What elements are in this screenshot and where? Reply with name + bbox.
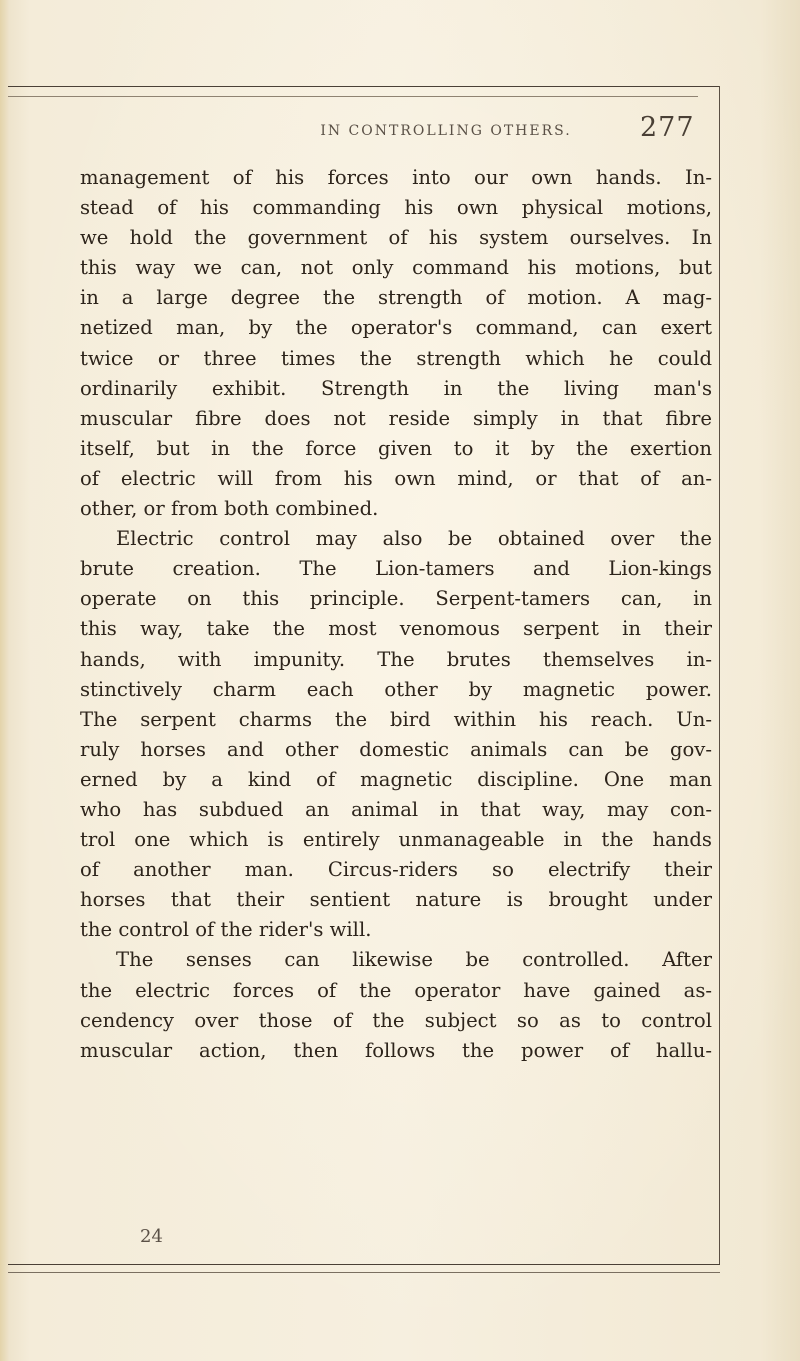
text-line: ordinarily exhibit. Strength in the living man's <box>80 376 712 400</box>
text-line: muscular fibre does not reside simply in that fibre <box>80 406 712 430</box>
text-line: in a large degree the strength of motion. A mag- <box>80 286 712 310</box>
page-gutter-edge <box>0 0 10 1361</box>
text-line: stinctively charm each other by magnetic power. <box>80 677 712 701</box>
text-line: itself, but in the force given to it by the exertion <box>80 436 712 460</box>
signature-mark: 24 <box>140 1226 163 1247</box>
text-line: erned by a kind of magnetic discipline. One man <box>80 767 712 791</box>
text-line: operate on this principle. Serpent-tamers can, in <box>80 587 712 611</box>
right-rule <box>719 86 720 1264</box>
body-text <box>80 163 712 1066</box>
text-line: who has subdued an animal in that way, may con- <box>80 797 712 821</box>
text-line: twice or three times the strength which he could <box>80 346 712 370</box>
paragraph-first-line: Electric control may also be obtained over the <box>116 527 712 551</box>
text-line: brute creation. The Lion-tamers and Lion-kings <box>80 557 712 581</box>
text-line: trol one which is entirely unmanageable in the hands <box>80 828 712 852</box>
text-line: other, or from both combined. <box>80 497 379 521</box>
text-line: netized man, by the operator's command, can exert <box>80 316 712 340</box>
top-inner-rule <box>8 96 698 97</box>
text-line: this way, take the most venomous serpent in their <box>80 617 712 641</box>
bottom-rule-lower <box>8 1272 720 1273</box>
text-line: The serpent charms the bird within his reach. Un- <box>80 707 712 731</box>
text-line: the control of the rider's will. <box>80 918 372 942</box>
text-line: stead of his commanding his own physical motions, <box>80 196 712 220</box>
running-head <box>0 112 800 153</box>
text-line: horses that their sentient nature is brought under <box>80 888 712 912</box>
text-line: of electric will from his own mind, or that of an- <box>80 466 712 490</box>
paragraph-first-line: The senses can likewise be controlled. After <box>116 948 712 972</box>
page-number: 277 <box>640 112 695 143</box>
text-line: ruly horses and other domestic animals can be gov- <box>80 737 712 761</box>
text-line: we hold the government of his system ourselves. In <box>80 226 712 250</box>
text-line: cendency over those of the subject so as to control <box>80 1008 712 1032</box>
text-line: this way we can, not only command his motions, but <box>80 256 712 280</box>
text-line: the electric forces of the operator have gained as- <box>80 978 712 1002</box>
text-line: of another man. Circus-riders so electrify their <box>80 858 712 882</box>
running-title: IN CONTROLLING OTHERS. <box>320 123 572 139</box>
bottom-rule <box>8 1264 720 1265</box>
top-rule <box>8 86 720 87</box>
text-line: muscular action, then follows the power of hallu- <box>80 1038 712 1062</box>
text-line: hands, with impunity. The brutes themselves in- <box>80 647 712 671</box>
text-line: management of his forces into our own hands. In- <box>80 166 712 189</box>
